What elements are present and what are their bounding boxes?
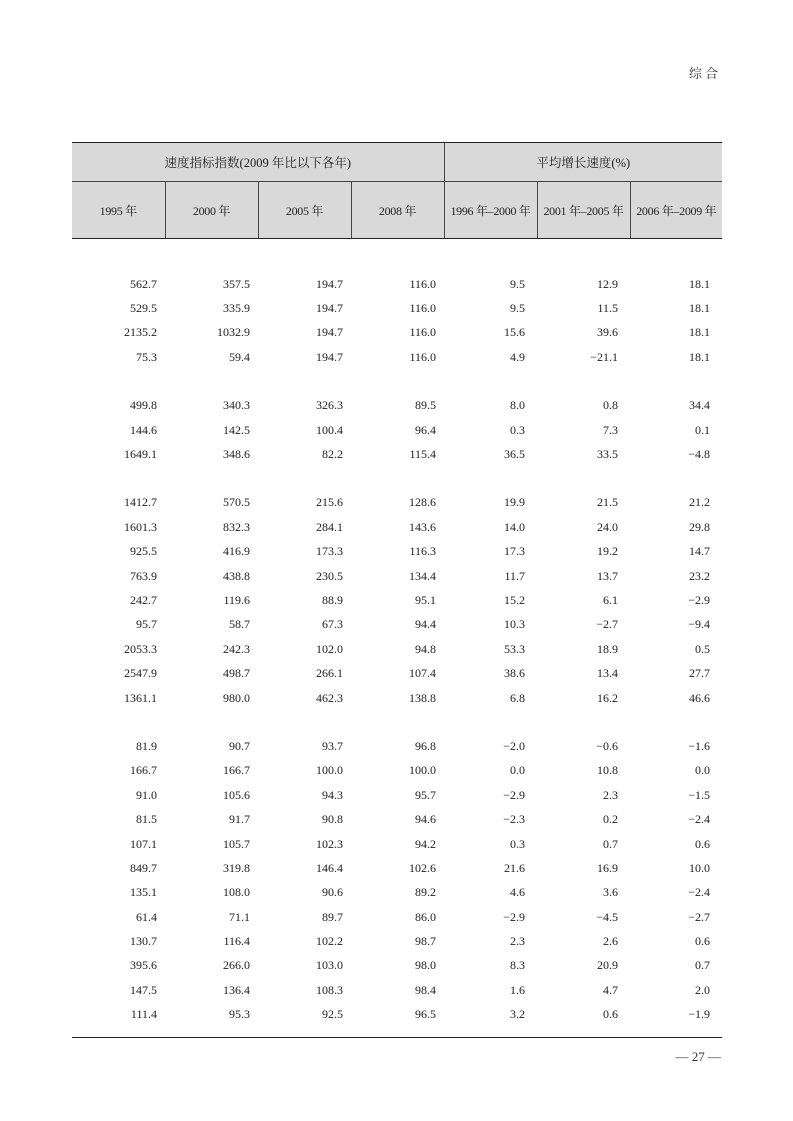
table-cell: 13.7 (597, 568, 619, 583)
table-cell: 46.6 (689, 690, 711, 705)
table-cell: 215.6 (316, 495, 343, 510)
table-row (72, 1003, 722, 1027)
table-cell: 105.7 (223, 836, 250, 851)
table-cell: 89.5 (415, 398, 437, 413)
table-cell: 119.6 (223, 592, 250, 607)
table-cell: 194.7 (316, 301, 343, 316)
table-cell: −1.5 (688, 787, 711, 802)
table-cell: 1032.9 (217, 325, 250, 340)
table-cell: 94.4 (415, 617, 437, 632)
table-cell: 17.3 (504, 544, 526, 559)
table-cell: 116.0 (409, 301, 437, 316)
table-cell: −2.7 (688, 909, 711, 924)
table-cell: −2.3 (503, 812, 526, 827)
table-cell: 166.7 (130, 763, 157, 778)
table-cell: 266.1 (316, 666, 343, 681)
table-cell: 1.6 (510, 982, 526, 997)
table-cell: 1601.3 (124, 519, 157, 534)
table-row (72, 661, 722, 685)
table-cell: 88.9 (322, 592, 343, 607)
table-cell: 166.7 (223, 763, 250, 778)
table-row (72, 734, 722, 758)
table-row (72, 345, 722, 369)
table-cell: 107.1 (130, 836, 157, 851)
table-cell: −2.0 (503, 738, 526, 753)
table-cell: 92.5 (322, 1007, 343, 1022)
table-cell: 82.2 (322, 447, 343, 462)
table-cell: 61.4 (136, 909, 157, 924)
table-cell: 832.3 (223, 519, 250, 534)
table-cell: 146.4 (316, 860, 343, 875)
table-body (72, 239, 722, 1027)
table-cell: 86.0 (415, 909, 437, 924)
table-cell: 340.3 (223, 398, 250, 413)
table-cell: 319.8 (223, 860, 250, 875)
table-cell: 89.2 (415, 885, 437, 900)
table-cell: 7.3 (603, 422, 619, 437)
column-header: 2006 年–2009 年 (630, 182, 722, 239)
table-cell: 34.4 (689, 398, 711, 413)
table-cell: 11.5 (597, 301, 619, 316)
table-cell: 12.9 (597, 276, 619, 291)
table-cell: 462.3 (316, 690, 343, 705)
table-cell: 21.6 (504, 860, 526, 875)
table-row (72, 783, 722, 807)
table-cell: 9.5 (510, 276, 526, 291)
table-cell: 27.7 (689, 666, 711, 681)
table-cell: 4.9 (510, 349, 526, 364)
table-cell: 94.2 (415, 836, 437, 851)
table-cell: 94.8 (415, 641, 437, 656)
table-cell: 2053.3 (124, 641, 157, 656)
table-cell: 242.3 (223, 641, 250, 656)
table-cell: 23.2 (689, 568, 711, 583)
table-cell: 71.1 (229, 909, 250, 924)
table-cell: 94.3 (322, 787, 343, 802)
table-cell: 6.1 (603, 592, 619, 607)
column-header: 1996 年–2000 年 (444, 182, 537, 239)
table-cell: 91.0 (136, 787, 157, 802)
table-cell: 849.7 (130, 860, 157, 875)
table-cell: 102.6 (409, 860, 437, 875)
table-cell: 0.0 (695, 763, 711, 778)
table-cell: 58.7 (229, 617, 250, 632)
table-cell: 138.8 (409, 690, 437, 705)
table-row (72, 686, 722, 710)
table-cell: 763.9 (130, 568, 157, 583)
table-cell: 0.7 (695, 958, 711, 973)
table-row (72, 540, 722, 564)
table-cell: 242.7 (130, 592, 157, 607)
table-cell: 4.7 (603, 982, 619, 997)
table-cell: 33.5 (597, 447, 619, 462)
table-cell: 75.3 (136, 349, 157, 364)
group-spacer (72, 239, 722, 273)
table-cell: 15.2 (504, 592, 526, 607)
table-cell: 90.7 (229, 738, 250, 753)
table-cell: 102.0 (316, 641, 343, 656)
index-group-header: 速度指标指数(2009 年比以下各年) (72, 143, 444, 182)
table-cell: 980.0 (223, 690, 250, 705)
table-cell: 2.3 (510, 934, 526, 949)
group-spacer (72, 710, 722, 734)
table-row (72, 515, 722, 539)
table-cell: 100.0 (409, 763, 437, 778)
table-cell: 102.3 (316, 836, 343, 851)
table-cell: 21.2 (689, 495, 711, 510)
table-row (72, 418, 722, 442)
table-cell: 39.6 (597, 325, 619, 340)
table-cell: 94.6 (415, 812, 437, 827)
table-row (72, 832, 722, 856)
table-cell: 335.9 (223, 301, 250, 316)
table-cell: 116.4 (223, 934, 250, 949)
table-cell: 90.6 (322, 885, 343, 900)
table-cell: 67.3 (322, 617, 343, 632)
column-header: 1995 年 (72, 182, 165, 239)
table-cell: 81.9 (136, 738, 157, 753)
table-cell: 116.0 (409, 349, 437, 364)
table-row (72, 321, 722, 345)
table-cell: 0.0 (510, 763, 526, 778)
table-cell: 0.6 (695, 836, 711, 851)
column-header: 2001 年–2005 年 (537, 182, 630, 239)
table-row (72, 929, 722, 953)
table-cell: 19.2 (597, 544, 619, 559)
table-cell: 81.5 (136, 812, 157, 827)
table-row (72, 881, 722, 905)
table-cell: 194.7 (316, 349, 343, 364)
table-cell: 284.1 (316, 519, 343, 534)
table-row (72, 491, 722, 515)
table-cell: 194.7 (316, 276, 343, 291)
table-cell: 15.6 (504, 325, 526, 340)
table-cell: 21.5 (597, 495, 619, 510)
table-cell: 142.5 (223, 422, 250, 437)
table-cell: −4.8 (688, 447, 711, 462)
table-cell: 925.5 (130, 544, 157, 559)
table-cell: 0.8 (603, 398, 619, 413)
table-cell: 4.6 (510, 885, 526, 900)
table-cell: 100.0 (316, 763, 343, 778)
table-cell: 36.5 (504, 447, 526, 462)
table-cell: 3.2 (510, 1007, 526, 1022)
table-cell: −2.4 (688, 812, 711, 827)
table-cell: 93.7 (322, 738, 343, 753)
table-cell: 90.8 (322, 812, 343, 827)
table-cell: 102.2 (316, 934, 343, 949)
table-cell: 147.5 (130, 982, 157, 997)
table-cell: 266.0 (223, 958, 250, 973)
table-cell: 108.3 (316, 982, 343, 997)
table-header (72, 143, 722, 239)
table-cell: 91.7 (229, 812, 250, 827)
table-cell: 116.0 (409, 325, 437, 340)
table-cell: 29.8 (689, 519, 711, 534)
table-cell: 0.6 (603, 1007, 619, 1022)
table-cell: 8.0 (510, 398, 526, 413)
table-cell: −21.1 (590, 349, 619, 364)
table-cell: 16.2 (597, 690, 619, 705)
table-cell: 105.6 (223, 787, 250, 802)
column-header: 2005 年 (258, 182, 351, 239)
growth-group-header: 平均增长速度(%) (444, 143, 722, 182)
table-cell: 24.0 (597, 519, 619, 534)
table-cell: 2135.2 (124, 325, 157, 340)
table-cell: 0.7 (603, 836, 619, 851)
table-cell: 173.3 (316, 544, 343, 559)
table-cell: 18.1 (689, 349, 711, 364)
table-cell: 134.4 (409, 568, 437, 583)
table-cell: 10.8 (597, 763, 619, 778)
table-row (72, 905, 722, 929)
table-cell: 9.5 (510, 301, 526, 316)
table-cell: 18.1 (689, 276, 711, 291)
table-cell: 20.9 (597, 958, 619, 973)
table-cell: 529.5 (130, 301, 157, 316)
table-row (72, 272, 722, 296)
table-cell: 144.6 (130, 422, 157, 437)
table-cell: 570.5 (223, 495, 250, 510)
table-cell: 95.7 (415, 787, 437, 802)
bottom-rule (72, 1037, 722, 1038)
table-cell: 416.9 (223, 544, 250, 559)
table-cell: 562.7 (130, 276, 157, 291)
table-cell: 18.9 (597, 641, 619, 656)
table-cell: 95.7 (136, 617, 157, 632)
table-cell: 1361.1 (124, 690, 157, 705)
table-cell: 498.7 (223, 666, 250, 681)
table-row (72, 856, 722, 880)
table-cell: 2.6 (603, 934, 619, 949)
table-row (72, 954, 722, 978)
table-cell: 8.3 (510, 958, 526, 973)
table-cell: 357.5 (223, 276, 250, 291)
table-cell: 10.0 (689, 860, 711, 875)
table-cell: 95.3 (229, 1007, 250, 1022)
table-cell: 59.4 (229, 349, 250, 364)
table-cell: 96.5 (415, 1007, 437, 1022)
table-row (72, 588, 722, 612)
table-cell: 0.5 (695, 641, 711, 656)
table-cell: 16.9 (597, 860, 619, 875)
column-header: 2000 年 (165, 182, 258, 239)
table-cell: 0.3 (510, 422, 526, 437)
table-cell: 53.3 (504, 641, 526, 656)
table-cell: 107.4 (409, 666, 437, 681)
table-cell: 96.8 (415, 738, 437, 753)
table-cell: 3.6 (603, 885, 619, 900)
table-cell: −0.6 (596, 738, 619, 753)
table-cell: 14.7 (689, 544, 711, 559)
table-cell: 115.4 (409, 447, 437, 462)
group-spacer (72, 467, 722, 491)
table-row (72, 637, 722, 661)
page-number: — 27 — (675, 1049, 721, 1064)
column-header: 2008 年 (351, 182, 444, 239)
statistics-table (72, 142, 722, 1027)
table-cell: 438.8 (223, 568, 250, 583)
table-cell: 116.0 (409, 276, 437, 291)
table-cell: 96.4 (415, 422, 437, 437)
table-cell: 326.3 (316, 398, 343, 413)
table-cell: 348.6 (223, 447, 250, 462)
table-cell: 2547.9 (124, 666, 157, 681)
table-cell: 38.6 (504, 666, 526, 681)
table-cell: 0.3 (510, 836, 526, 851)
table-cell: −2.4 (688, 885, 711, 900)
section-label: 综合 (688, 66, 721, 81)
table-cell: −9.4 (688, 617, 711, 632)
table-cell: 98.7 (415, 934, 437, 949)
table-row (72, 296, 722, 320)
table-cell: 1649.1 (124, 447, 157, 462)
table-cell: 98.0 (415, 958, 437, 973)
table-cell: 128.6 (409, 495, 437, 510)
table-cell: 194.7 (316, 325, 343, 340)
table-cell: 108.0 (223, 885, 250, 900)
group-spacer (72, 370, 722, 394)
table-row (72, 759, 722, 783)
table-cell: 0.6 (695, 934, 711, 949)
table-cell: 11.7 (504, 568, 526, 583)
table-row (72, 564, 722, 588)
table-cell: 18.1 (689, 301, 711, 316)
table-cell: 1412.7 (124, 495, 157, 510)
table-cell: 89.7 (322, 909, 343, 924)
table-cell: 0.1 (695, 422, 711, 437)
table-cell: 18.1 (689, 325, 711, 340)
table-cell: 6.8 (510, 690, 526, 705)
table-cell: 19.9 (504, 495, 526, 510)
table-cell: −1.9 (688, 1007, 711, 1022)
table-cell: −2.9 (688, 592, 711, 607)
table-cell: 230.5 (316, 568, 343, 583)
table-cell: 0.2 (603, 812, 619, 827)
table-cell: 100.4 (316, 422, 343, 437)
table-cell: 143.6 (409, 519, 437, 534)
table-cell: 116.3 (409, 544, 437, 559)
table-cell: −4.5 (596, 909, 619, 924)
table-cell: 10.3 (504, 617, 526, 632)
table-cell: 136.4 (223, 982, 250, 997)
table-cell: 95.1 (415, 592, 437, 607)
table-row (72, 978, 722, 1002)
table-cell: 111.4 (130, 1007, 157, 1022)
table-cell: 130.7 (130, 934, 157, 949)
table-row (72, 613, 722, 637)
table-cell: 499.8 (130, 398, 157, 413)
table-row (72, 807, 722, 831)
table-cell: 2.0 (695, 982, 711, 997)
table-cell: 13.4 (597, 666, 619, 681)
table-cell: 2.3 (603, 787, 619, 802)
table-cell: 135.1 (130, 885, 157, 900)
table-cell: 395.6 (130, 958, 157, 973)
table-cell: −2.9 (503, 787, 526, 802)
table-cell: −1.6 (688, 738, 711, 753)
table-row (72, 442, 722, 466)
table-row (72, 394, 722, 418)
table-cell: 103.0 (316, 958, 343, 973)
table-cell: 98.4 (415, 982, 437, 997)
table-cell: −2.7 (596, 617, 619, 632)
table-cell: −2.9 (503, 909, 526, 924)
table-cell: 14.0 (504, 519, 526, 534)
